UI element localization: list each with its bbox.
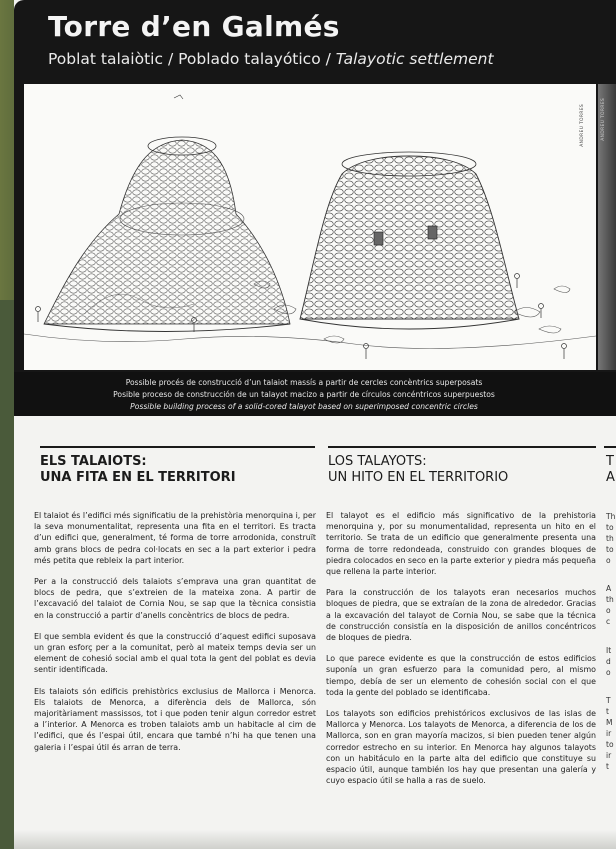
caption-catalan: Possible procés de construcció d’un talaiot massís a partir de cercles concèntrics superposats [125,378,483,387]
subtitle-separator: / [320,50,336,68]
illustration-credit: ANDREU TORRES [580,104,585,147]
heading-rule-english [604,446,616,448]
body-spanish [326,510,596,796]
english-text-fragment: th [606,595,614,604]
english-text-fragment: to [606,545,614,554]
body-catalan [34,510,316,763]
heading-catalan-line1: ELS TALAIOTS: [40,454,147,469]
english-text-fragment: ir [606,729,612,738]
subtitle-spanish: Poblado talayótico [178,50,321,68]
paragraph: El talaiot és l’edifici més significatiu de la prehistòria menorquina i, per la seva monumentalitat, representa una fita en el territori. Es tracta d’un edifici que, generalment, té forma de torre arrodonida, construït amb grans blocs de pedra col·locats en sec a la part exterior i pedra més petita que rebleix la part interior. [34,511,316,565]
heading-catalan-line2: UNA FITA EN EL TERRITORI [40,470,236,485]
heading-rule-spanish [328,446,596,448]
talayot-right [300,152,519,329]
english-text-fragment: o [606,606,611,615]
english-text-fragment: Th [606,512,616,521]
paragraph: Los talayots son edificios prehistóricos exclusivos de las islas de Mallorca y Menorca. Los talayots de Menorca, a diferencia de los de Mallorca, son en gran mayoría macizos, si bien pueden tener algún corredor estrecho en su interior. En Menorca hay algunos talayots con un habitáculo en la parte alta del edificio que constituye su espacio útil, aunque también los hay que presentan una galería y cuyo espacio útil se halla a ras de suelo. [326,709,596,786]
adjacent-panel-edge [598,84,616,370]
english-text-fragment: to [606,740,614,749]
heading-rule-catalan [40,446,315,448]
sign-subtitle [48,50,494,68]
talayot-left [44,137,290,332]
english-text-fragment: o [606,668,611,677]
paragraph: El que sembla evident és que la construcció d’aquest edifici suposava un gran esforç per a la comunitat, però al mateix temps devia ser un element de cohesió social amb el qual tota la gent del poblat es devia sentir identificada. [34,631,316,675]
english-text-fragment: c [606,617,611,626]
illustration-credit-2: ANDREU TORRES [601,98,606,141]
subtitle-separator: / [163,50,179,68]
english-text-fragment: T [606,696,611,705]
english-text-fragment: d [606,657,611,666]
english-text-fragment: ir [606,751,612,760]
english-text-fragment: th [606,534,614,543]
english-text-fragment: o [606,556,611,565]
paragraph: Lo que parece evidente es que la construcción de estos edificios suponía un gran esfuerzo para la comunidad pero, al mismo tiempo, debía de ser un elemento de cohesión social con el que toda la gente del poblado se identificaba. [326,654,596,697]
english-text-fragment: t [606,707,609,716]
heading-spanish-line1: LOS TALAYOTS: [328,454,427,469]
heading-spanish-line2: UN HITO EN EL TERRITORIO [328,470,509,485]
heading-english-line1: T [606,454,614,469]
talayot-drawing [24,84,596,370]
english-text-fragment: It [606,646,612,655]
english-text-fragment: A [606,584,612,593]
sign-title: Torre d’en Galmés [48,10,340,43]
paragraph: El talayot es el edificio más significativo de la prehistoria menorquina y, por su monumentalidad, representa un hito en el territorio. Se trata de un edificio que generalmente presenta una forma de torre redondeada, construido con grandes bloques de piedra colocados en seco en la parte exterior y piedra más pequeña que rellena la parte interior. [326,511,596,577]
panel-bottom-edge [14,830,616,849]
subtitle-english: Talayotic settlement [335,50,494,68]
subtitle-catalan: Poblat talaiòtic [48,50,164,68]
caption-spanish: Posible proceso de construcción de un talayot macizo a partir de círculos concéntricos superpuestos [113,390,495,399]
caption-english: Possible building process of a solid-cored talayot based on superimposed concentric circles [130,402,478,411]
english-text-fragment: to [606,523,614,532]
paragraph: Para la construcción de los talayots eran necesarios muchos bloques de piedra, que se extraían de la zona de alrededor. Gracias a la excavación del talayot de Cornia Nou, se sabe que la técnica de construcción consistía en la disposición de anillos concéntricos de bloques de piedra. [326,588,596,643]
paragraph: Els talaiots són edificis prehistòrics exclusius de Mallorca i Menorca. Els talaiots de Menorca, a diferència dels de Mallorca, són majoritàriament massissos, tot i que poden tenir algun corredor estret a l’interior. A Menorca es troben talaiots amb un habitacle al cim de l’edifici, que és l’espai útil, encara que també n’hi ha que tenen una galeria i l’espai útil és arran de terra. [34,686,316,752]
english-text-fragment: t [606,762,609,771]
heading-english-line2: A [606,470,615,485]
english-column-fragment [600,450,616,830]
talayot-construction-illustration [24,84,596,370]
bird-icon [174,95,183,99]
paragraph: Per a la construcció dels talaiots s’emprava una gran quantitat de blocs de pedra, que s’extreien de la mateixa zona. A partir de l’excavació del talaiot de Cornia Nou, se sap que la tècnica consistia en la construcció a partir d’anells concèntrics de blocs de pedra. [34,577,316,620]
english-text-fragment: M [606,718,613,727]
